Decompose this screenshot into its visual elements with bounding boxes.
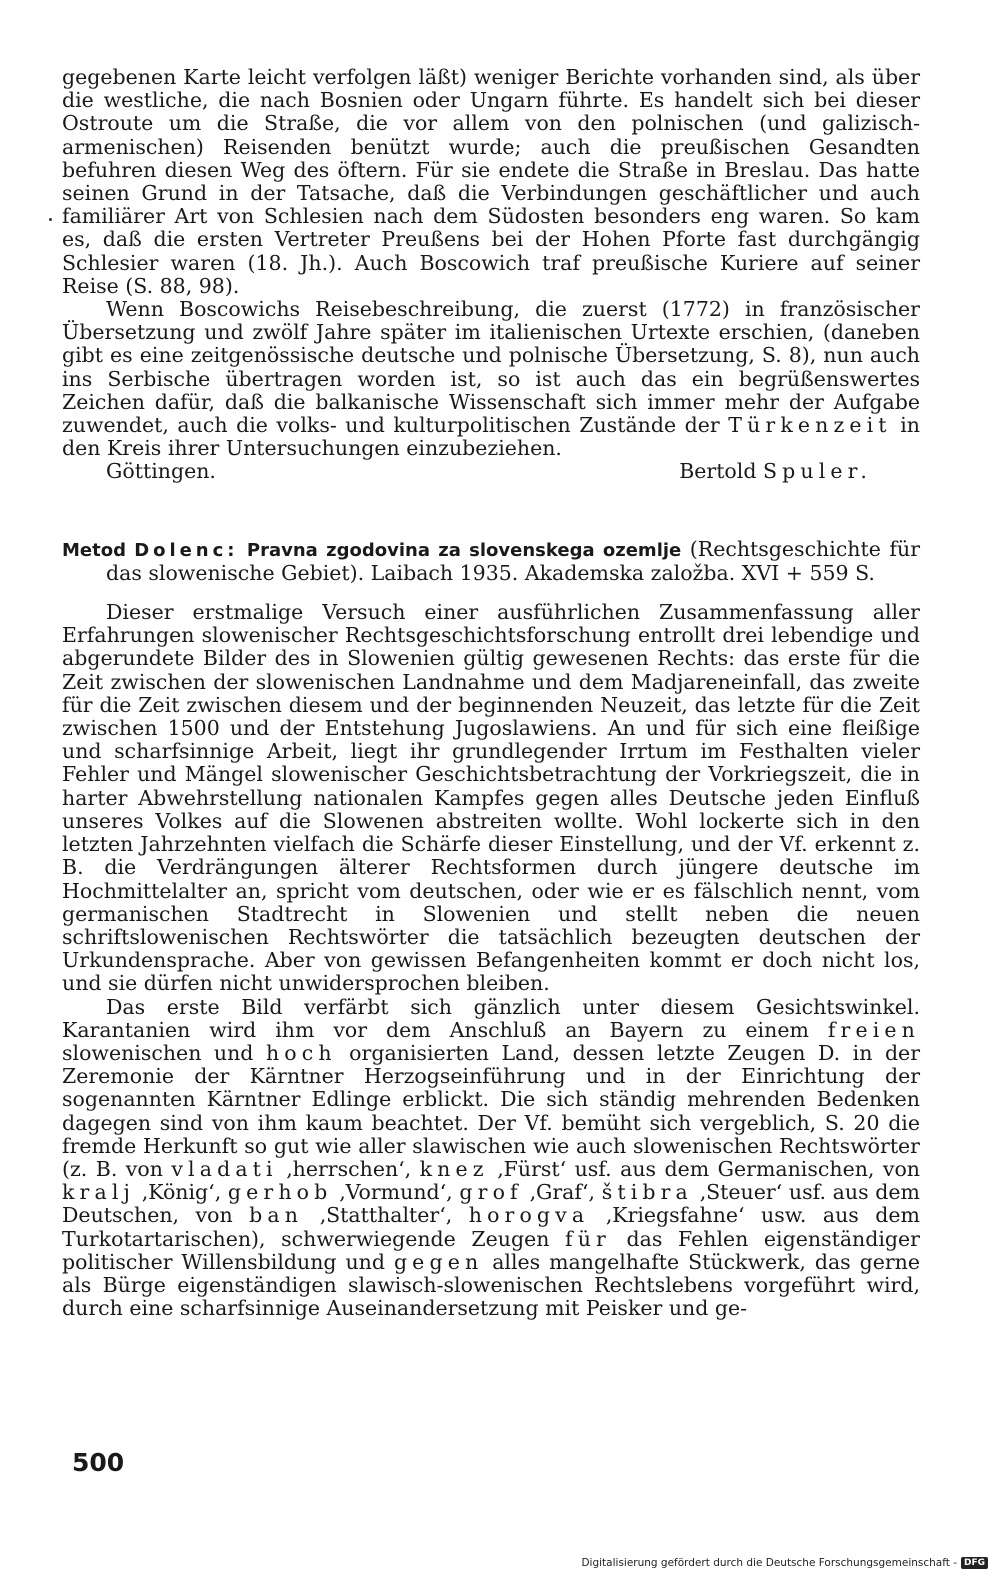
book-title: Pravna zgodovina za slovenskega ozemlje [246, 539, 682, 561]
spaced-term: gegen [393, 1249, 484, 1274]
paragraph-text: organisierten Land, dessen letzte Zeugen D. in der Zeremonie der Kärntner Herzogseinführung und in der Einrichtung der sogenannten Kärntner Edlinge erblickt. Die sich ständig mehrenden Bedenken dagegen sind von ihm kaum beachtet. Der Vf. bemüht sich vergeblich, S. 20 die fremde Herkunft so gut wie aller slawischen wie auch slowenischen Rechtswörter (z. B. von [62, 1040, 920, 1181]
spaced-term: gerhob [227, 1180, 333, 1205]
book-author [62, 540, 238, 561]
paragraph-text: ‚König‘, [134, 1180, 228, 1205]
spaced-term: štibra [601, 1180, 693, 1205]
paragraph-text: ‚Statthalter‘, [303, 1203, 469, 1228]
paragraph-text: in den Kreis ihrer Untersuchungen einzubeziehen. [62, 413, 920, 461]
paragraph-text: Das erste Bild verfärbt sich gänzlich unter diesem Gesichtswinkel. Karantanien wird ihm vor dem Anschluß an Bayern zu einem [62, 994, 920, 1042]
paragraph-text: Wenn Boscowichs Reisebeschreibung, die zuerst (1772) in französischer Übersetzung und zwölf Jahre später im italienischen Urtexte erschien, (daneben gibt es eine zeitgenössische deutsche und polnische Übersetzung, S. 8), nun auch ins Serbische übertragen worden ist, so ist auch das ein begrüßenswertes Zeichen dafür, daß die balkanische Wissenschaft sich immer mehr der Aufgabe zuwendet, auch die volks- und kulturpolitischen Zustände der [62, 297, 920, 438]
paragraph-text: slowenischen und [62, 1040, 266, 1065]
place: Göttingen. [106, 459, 216, 484]
review-continuation [62, 66, 920, 484]
dfg-logo-icon: DFG [961, 1557, 988, 1569]
paragraph [62, 996, 920, 1321]
spaced-term: knez [419, 1156, 489, 1181]
spaced-term: horogva [468, 1203, 590, 1228]
reviewer-first-name: Bertold [679, 459, 757, 484]
spaced-term: vladati [171, 1156, 278, 1181]
paragraph-text: ‚Graf‘, [522, 1180, 602, 1205]
paragraph-text: das Fehlen eigenständiger politischer Willensbildung und [62, 1226, 920, 1274]
footer-text: Digitalisierung gefördert durch die Deutsche Forschungsgemeinschaft - [581, 1557, 957, 1569]
paragraph: Dieser erstmalige Versuch einer ausführlichen Zusammenfassung aller Erfahrungen slowenischer Rechtsgeschichtsforschung entrollt drei lebendige und abgerundete Bilder des in Slowenien gültig gewesenen Rechts: das erste für die Zeit zwischen der slowenischen Landnahme und dem Madjareneinfall, das zweite für die Zeit zwischen diesem und der beginnenden Neuzeit, das letzte für die Zeit zwischen 1500 und der Entstehung Jugoslawiens. An und für sich eine fleißige und scharfsinnige Arbeit, liegt ihr grundlegender Irrtum im Festhalten vieler Fehler und Mängel slowenischer Geschichtsbetrachtung der Vorkriegszeit, die in harter Abwehrstellung nationalen Kampfes gegen alles Deutsche jeden Einfluß unseres Volkes auf die Slowenen abstreiten wollte. Wohl lockerte sich in den letzten Jahrzehnten vielfach die Schärfe dieser Einstellung, und der Vf. erkennt z. B. die Verdrängungen älterer Rechtsformen durch jüngere deutsche im Hochmittelalter an, spricht vom deutschen, oder wie er es fälschlich nennt, vom germanischen Stadtrecht in Slowenien und stellt neben die neuen schriftslowenischen Rechtswörter die tatsächlich bezeugten deutschen der Urkundensprache. Aber von gewissen Befangenheiten kommt er doch nicht los, und sie dürfen nicht unwidersprochen bleiben. [62, 600, 920, 996]
paragraph-text: ‚herrschen‘, [277, 1156, 420, 1181]
paragraph [62, 298, 920, 460]
author-last-name: Dolenc: [134, 539, 239, 561]
reviewer-last-name: Spuler. [763, 459, 872, 484]
spaced-term: für [565, 1226, 611, 1251]
spaced-term: grof [459, 1180, 523, 1205]
page-content [62, 66, 920, 1320]
author-first-name: Metod [62, 539, 126, 561]
spaced-term: Türkenzeit [728, 413, 892, 438]
paragraph-text: ‚Kriegsfahne‘ usw. aus dem Turkotartarischen), schwerwiegende Zeugen [62, 1203, 920, 1251]
review-body [62, 601, 920, 1320]
signature-line [62, 460, 920, 483]
page-number: 500 [72, 1448, 125, 1477]
paragraph-text: ‚Vormund‘, [332, 1180, 460, 1205]
paragraph-text: ‚Steuer‘ usf. aus dem Deutschen, von [62, 1180, 920, 1228]
bibliographic-info: (Rechtsgeschichte für das slowenische Gebiet). Laibach 1935. Akademska založba. XVI + 559 S. [106, 536, 920, 585]
spaced-term: freien [827, 1017, 920, 1042]
margin-mark [49, 218, 52, 221]
paragraph-text: alles mangelhafte Stückwerk, das gerne als Bürge eigenständigen slawisch-slowenischen Rechtslebens vorgeführt wird, durch eine scharfsinnige Auseinandersetzung mit Peisker und ge- [62, 1249, 920, 1321]
paragraph: gegebenen Karte leicht verfolgen läßt) weniger Berichte vorhanden sind, als über die westliche, die nach Bosnien oder Ungarn führte. Es handelt sich bei dieser Ostroute um die Straße, die vor allem von den polnischen (und galizisch-armenischen) Reisenden benützt wurde; auch die preußischen Gesandten befuhren diesen Weg des öftern. Für sie endete die Straße in Breslau. Das hatte seinen Grund in der Tatsache, daß die Verbindungen geschäftlicher und auch familiärer Art von Schlesien nach dem Südosten besonders eng waren. So kam es, daß die ersten Vertreter Preußens bei der Hohen Pforte fast durchgängig Schlesier waren (18. Jh.). Auch Boscowich traf preußische Kuriere auf seiner Reise (S. 88, 98). [62, 65, 920, 298]
reviewer-name [679, 460, 872, 483]
review-heading [62, 538, 920, 585]
spaced-term: kralj [62, 1180, 135, 1205]
spaced-term: ban [249, 1203, 304, 1228]
spaced-term: hoch [265, 1040, 337, 1065]
digitization-footer [581, 1557, 988, 1569]
paragraph-text: ‚Fürst‘ usf. aus dem Germanischen, von [488, 1156, 920, 1181]
